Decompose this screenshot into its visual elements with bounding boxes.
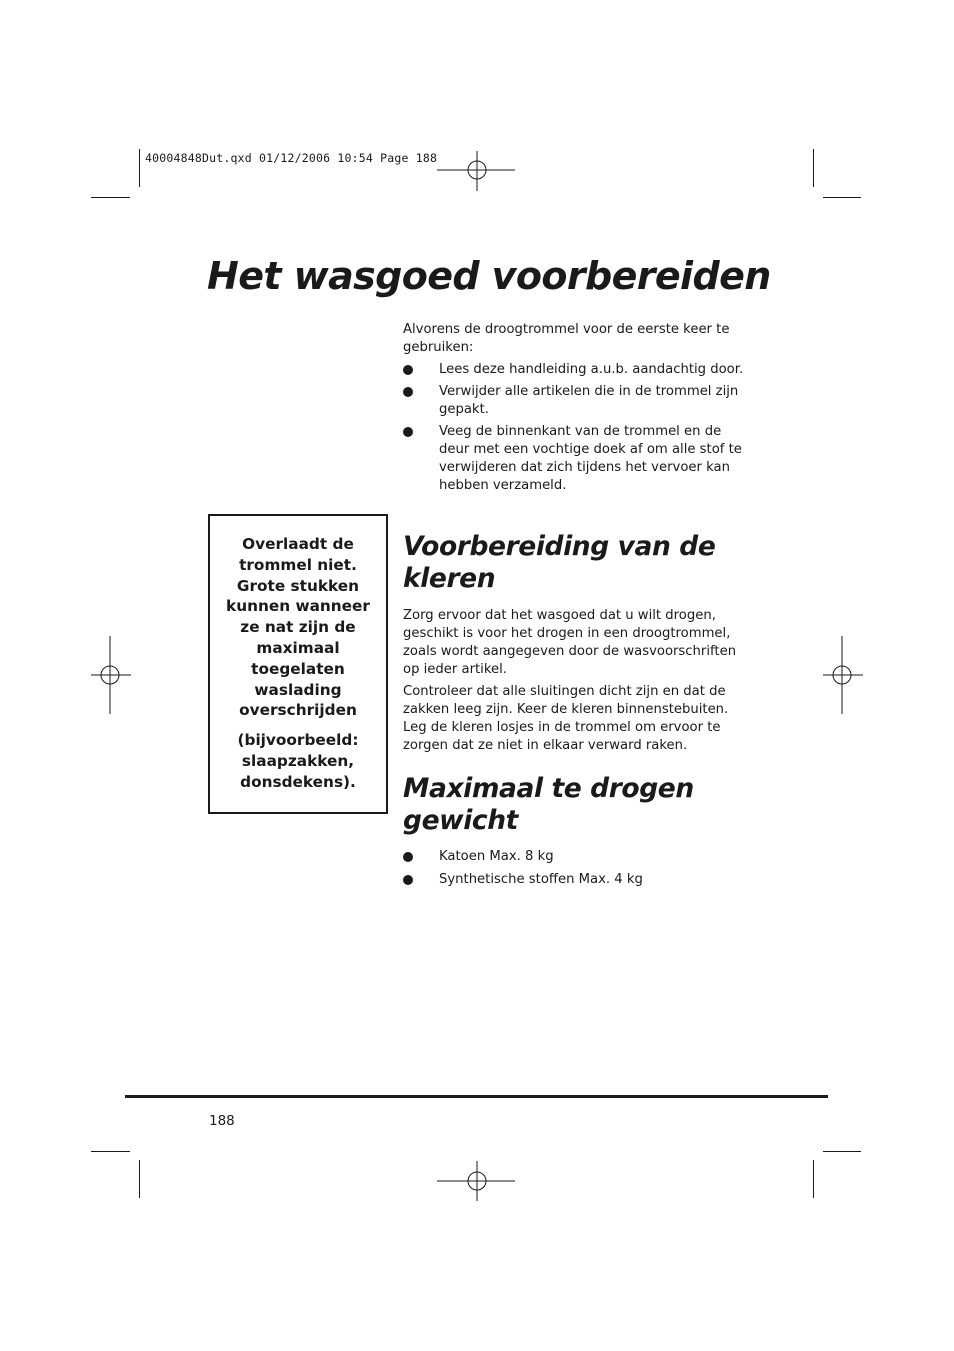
crop-mark-bottom-left-vertical — [139, 1160, 140, 1198]
crop-mark-bottom-left-horizontal — [91, 1151, 130, 1152]
warning-text: Overlaadt de trommel niet. Grote stukken kunnen wanneer ze nat zijn de maximaal toegelaten waslading overschrijden — [226, 535, 370, 720]
warning-box — [208, 514, 388, 814]
page-title: Het wasgoed voorbereiden — [207, 254, 771, 298]
intro-section — [403, 321, 748, 495]
weight-bullet-list — [403, 848, 748, 889]
crop-mark-bottom-right-vertical — [813, 1160, 814, 1198]
registration-mark-bottom — [437, 1161, 515, 1201]
registration-mark-top — [437, 151, 515, 191]
section-heading-clothes: Voorbereiding van de kleren — [403, 531, 716, 594]
bullet-icon — [403, 427, 413, 437]
page-number: 188 — [209, 1113, 235, 1129]
registration-mark-right — [823, 636, 863, 714]
printer-slug: 40004848Dut.qxd 01/12/2006 10:54 Page 188 — [145, 151, 438, 165]
bullet-icon — [403, 875, 413, 885]
paragraph: Zorg ervoor dat het wasgoed dat u wilt drogen, geschikt is voor het drogen in een droogtrommel, zoals wordt aangegeven door de wasvoorschriften op ieder artikel. — [403, 608, 737, 677]
list-item-text: Synthetische stoffen Max. 4 kg — [439, 872, 643, 887]
weight-section-body — [403, 848, 748, 889]
intro-bullet-list — [403, 361, 748, 495]
bullet-icon — [403, 852, 413, 862]
list-item — [403, 871, 748, 889]
list-item-text: Lees deze handleiding a.u.b. aandachtig door. — [439, 362, 744, 377]
list-item-text: Katoen Max. 8 kg — [439, 849, 554, 864]
crop-mark-top-right-horizontal — [823, 197, 861, 198]
crop-mark-bottom-right-horizontal — [823, 1151, 861, 1152]
paragraph: Controleer dat alle sluitingen dicht zijn en dat de zakken leeg zijn. Keer de kleren binnenstebuiten. Leg de kleren losjes in de trommel om ervoor te zorgen dat ze niet in elkaar verward raken. — [403, 684, 729, 753]
list-item — [403, 383, 748, 419]
list-item — [403, 848, 748, 866]
clothes-section-body — [403, 607, 748, 755]
bullet-icon — [403, 365, 413, 375]
crop-mark-top-left-horizontal — [91, 197, 130, 198]
list-item — [403, 361, 748, 379]
list-item-text: Verwijder alle artikelen die in de trommel zijn gepakt. — [439, 384, 739, 417]
registration-mark-left — [91, 636, 131, 714]
footer-rule — [125, 1095, 828, 1098]
warning-example: (bijvoorbeeld: slaapzakken, donsdekens). — [237, 731, 359, 791]
crop-mark-top-left-vertical — [139, 149, 140, 187]
bullet-icon — [403, 387, 413, 397]
crop-mark-top-right-vertical — [813, 149, 814, 187]
list-item — [403, 423, 748, 495]
list-item-text: Veeg de binnenkant van de trommel en de deur met een vochtige doek af om alle stof te verwijderen dat zich tijdens het vervoer kan hebben verzameld. — [439, 424, 742, 493]
section-heading-weight: Maximaal te drogen gewicht — [403, 773, 694, 836]
intro-lead: Alvorens de droogtrommel voor de eerste keer te gebruiken: — [403, 322, 730, 355]
